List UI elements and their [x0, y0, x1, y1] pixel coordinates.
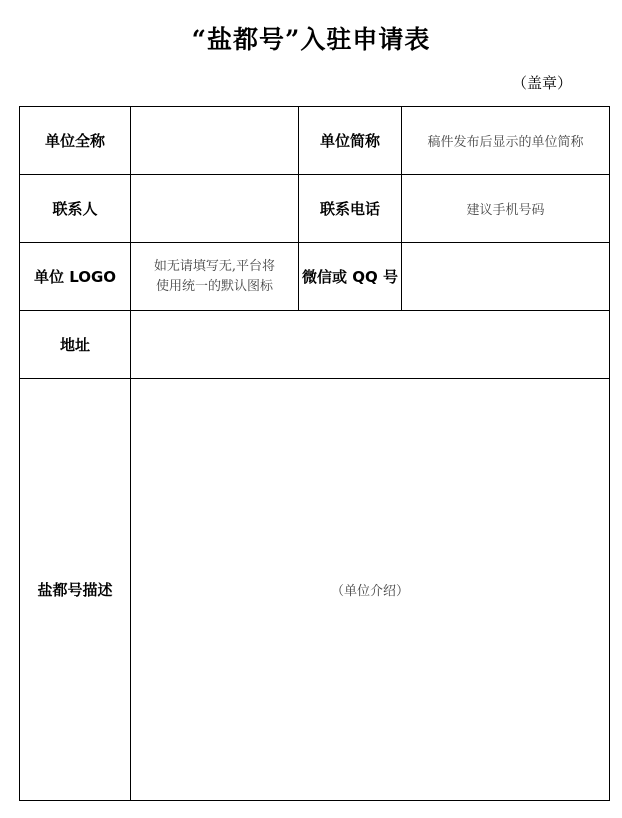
row-unit-name — [20, 107, 610, 175]
row-description — [20, 379, 610, 801]
row-logo-wechat — [20, 243, 610, 311]
field-unit-logo[interactable] — [131, 243, 299, 311]
field-contact-phone[interactable]: 建议手机号码 — [402, 175, 610, 243]
label-unit-logo: 单位 LOGO — [20, 243, 131, 311]
form-title: “盐都号”入驻申请表 — [191, 25, 431, 54]
label-contact-phone: 联系电话 — [299, 175, 402, 243]
label-unit-short-name: 单位简称 — [299, 107, 402, 175]
field-wechat-qq[interactable] — [402, 243, 610, 311]
stamp-note: （盖章） — [512, 74, 573, 92]
label-contact-person: 联系人 — [20, 175, 131, 243]
label-address: 地址 — [20, 311, 131, 379]
label-description: 盐都号描述 — [20, 379, 131, 801]
row-address — [20, 311, 610, 379]
label-unit-full-name: 单位全称 — [20, 107, 131, 175]
logo-hint-line-1: 如无请填写无,平台将 — [153, 258, 276, 274]
field-contact-person[interactable] — [131, 175, 299, 243]
label-wechat-qq: 微信或 QQ 号 — [299, 243, 402, 311]
field-description[interactable]: （单位介绍） — [131, 379, 610, 801]
application-form-table — [19, 106, 610, 801]
field-unit-short-name[interactable]: 稿件发布后显示的单位简称 — [402, 107, 610, 175]
logo-hint-line-2: 使用统一的默认图标 — [155, 278, 273, 294]
field-address[interactable] — [131, 311, 610, 379]
field-unit-full-name[interactable] — [131, 107, 299, 175]
row-contact — [20, 175, 610, 243]
